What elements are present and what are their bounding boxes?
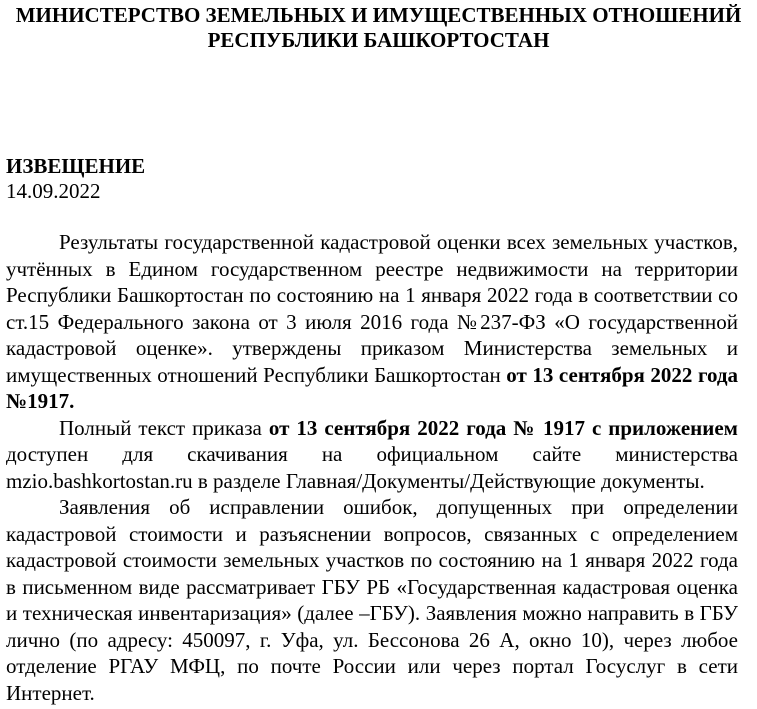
ministry-header-line1: МИНИСТЕРСТВО ЗЕМЕЛЬНЫХ И ИМУЩЕСТВЕННЫХ ОТНОШЕНИЙ [15, 3, 742, 27]
paragraph-approval-text: Результаты государственной кадастровой оценки всех земельных участков, учтённых в Едином государственном реестре недвижимости на территории Республики Башкортостан по состоянию на 1 января 2022 года в соответствии со ст.15 Федерального закона от 3 июля 2016 года №237-ФЗ «О государственной кадастровой оценке». утверждены приказом Министерства земельных и имущественных отношений Республики Башкортостан [6, 230, 738, 387]
notice-date: 14.09.2022 [6, 179, 101, 203]
notice-title: ИЗВЕЩЕНИЕ [6, 154, 146, 178]
paragraph-full-text-start: Полный текст приказа [59, 415, 269, 440]
paragraph-full-text-order: от 13 сентября 2022 года № 1917 с приложением [268, 415, 738, 440]
ministry-header-line2: РЕСПУБЛИКИ БАШКОРТОСТАН [207, 28, 550, 52]
paragraph-full-text [6, 415, 738, 495]
paragraph-approval-order: от 13 сентября 2022 года №1917. [6, 362, 738, 413]
notice-body [6, 229, 738, 706]
paragraph-applications: Заявления об исправлении ошибок, допущенных при определении кадастровой стоимости и разъяснении вопросов, связанных с определением кадастровой стоимости земельных участков по состоянию на 1 января 2022 года в письменном виде рассматривает ГБУ РБ «Государственная кадастровая оценка и техническая инвентаризация» (далее –ГБУ). Заявления можно направить в ГБУ лично (по адресу: 450097, г. Уфа, ул. Бессонова 26 А, окно 10), через любое отделение РГАУ МФЦ, по почте России или через портал Госуслуг в сети Интернет. [6, 495, 738, 705]
paragraph-full-text-end: доступен для скачивания на официальном сайте министерства mzio.bashkortostan.ru в разделе Главная/Документы/Действующие документы. [6, 442, 738, 493]
paragraph-approval [6, 229, 738, 415]
ministry-header [0, 3, 757, 53]
